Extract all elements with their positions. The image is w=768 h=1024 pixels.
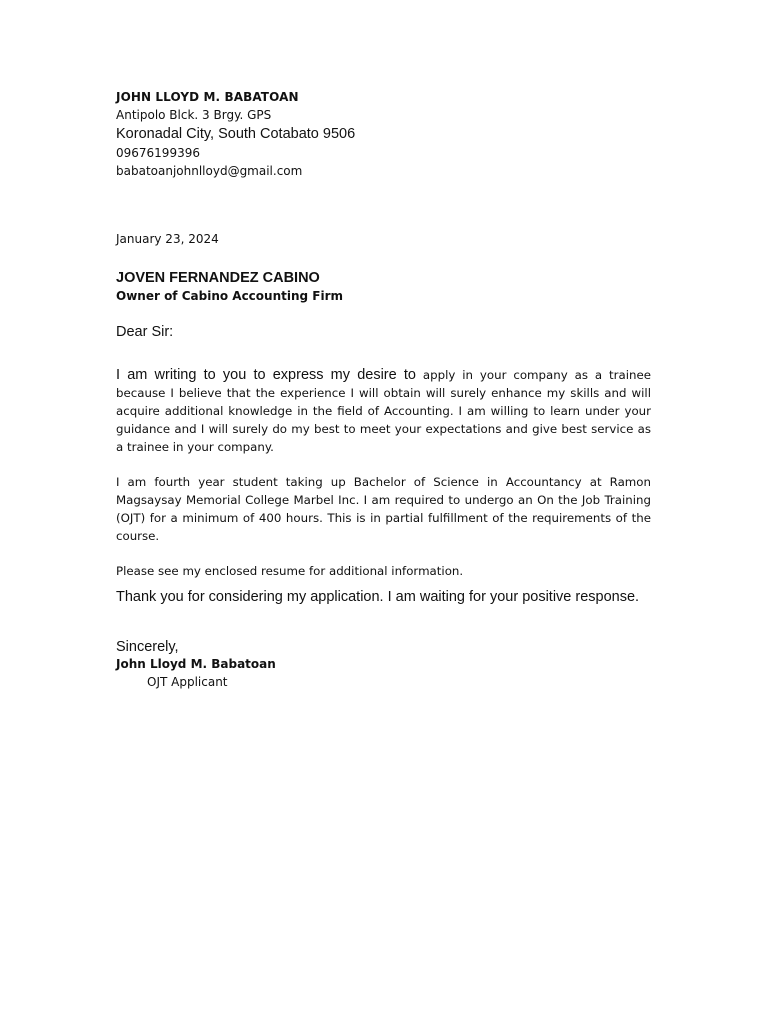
letter-content (116, 88, 651, 691)
signer-name: John Lloyd M. Babatoan (116, 657, 276, 671)
sender-block (116, 88, 651, 180)
recipient-name: JOVEN FERNANDEZ CABINO (116, 270, 320, 286)
body-paragraph-3: Please see my enclosed resume for additional information. (116, 564, 464, 578)
recipient-block (116, 268, 651, 305)
recipient-title: Owner of Cabino Accounting Firm (116, 289, 344, 303)
thanks-paragraph: Thank you for considering my application. I am waiting for your positive response. (116, 589, 640, 605)
closing-valediction: Sincerely, (116, 639, 179, 655)
body-paragraph-2: I am fourth year student taking up Bachelor of Science in Accountancy at Ramon Magsaysay Memorial College Marbel Inc. I am required to undergo an On the Job Training (OJT) for a minimum of 400 hours. This is in partial fulfillment of the requirements of the course. (116, 475, 651, 543)
sender-address-line1: Antipolo Blck. 3 Brgy. GPS (116, 108, 272, 122)
letter-date: January 23, 2024 (116, 232, 219, 246)
body-paragraph-1 (116, 366, 651, 456)
sender-name: JOHN LLOYD M. BABATOAN (116, 90, 299, 104)
salutation: Dear Sir: (116, 324, 174, 340)
signer-role: OJT Applicant (147, 675, 228, 689)
sender-phone: 09676199396 (116, 146, 200, 160)
body-paragraph-1-rest: apply in your company as a trainee because I believe that the experience I will obtain will surely enhance my skills and will acquire additional knowledge in the field of Accounting. I am willing to learn under your guidance and I will surely do my best to meet your expectations and give best service as a trainee in your company. (116, 368, 651, 454)
sender-address-line2: Koronadal City, South Cotabato 9506 (116, 126, 356, 142)
body-paragraph-1-lead: I am writing to you to express my desire to (116, 367, 416, 383)
sender-email: babatoanjohnlloyd@gmail.com (116, 164, 303, 178)
